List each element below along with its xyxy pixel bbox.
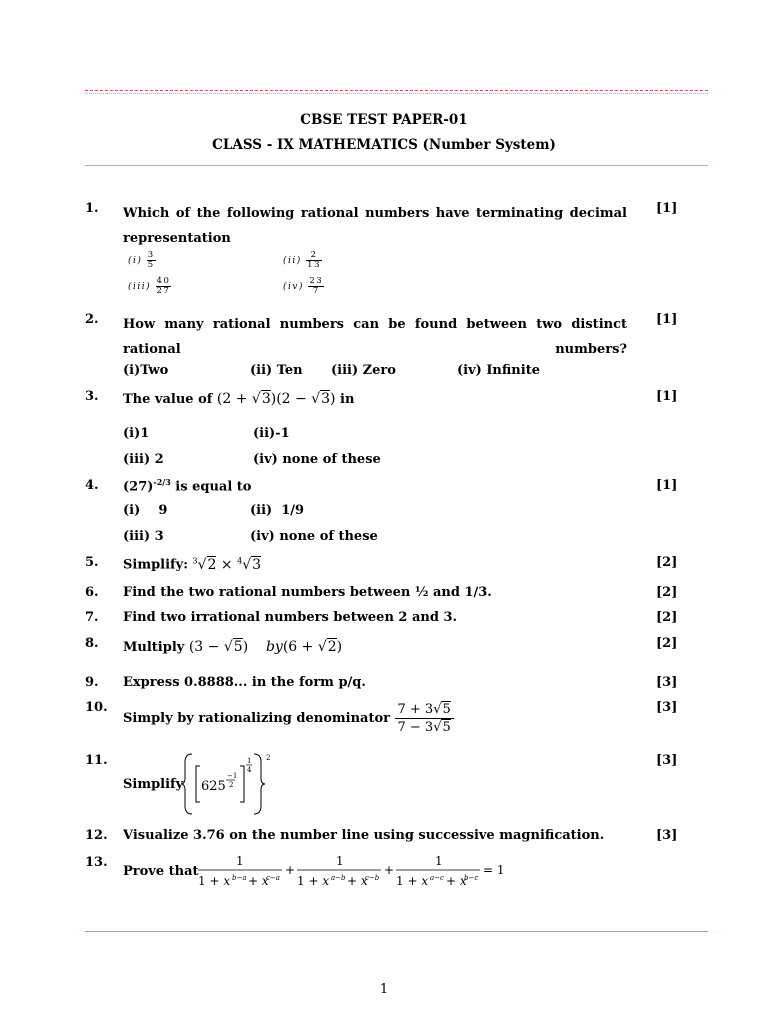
svg-text:625: 625 bbox=[201, 779, 226, 794]
question-number: 2. bbox=[85, 312, 99, 327]
svg-text:= 1: = 1 bbox=[483, 863, 505, 877]
svg-text:c−b: c−b bbox=[365, 874, 380, 882]
question-number: 6. bbox=[85, 585, 99, 600]
option: (iii) 2 bbox=[123, 452, 164, 467]
question-number: 7. bbox=[85, 610, 99, 625]
expression: (2 + √3)(2 − √3) bbox=[216, 391, 336, 407]
svg-text:a−c: a−c bbox=[430, 874, 444, 882]
question-marks: [3] bbox=[656, 675, 678, 690]
option: (iii) $\frac{40}{27}$ bbox=[128, 276, 171, 296]
question-marks: [2] bbox=[656, 585, 678, 600]
option: (i)Two bbox=[123, 363, 169, 378]
svg-text:−1: −1 bbox=[227, 772, 238, 780]
svg-text:4: 4 bbox=[247, 766, 252, 774]
svg-text:+ x: + x bbox=[446, 874, 467, 888]
question-number: 13. bbox=[85, 855, 108, 870]
top-divider-secondary bbox=[85, 93, 708, 94]
question-text: Which of the following rational numbers have terminating decimal representation bbox=[123, 206, 627, 246]
question-text: The value of (2 + √3)(2 − √3) in bbox=[123, 391, 355, 407]
question-marks: [2] bbox=[656, 610, 678, 625]
question-number: 12. bbox=[85, 828, 108, 843]
option: (iii) Zero bbox=[331, 363, 396, 378]
svg-text:1: 1 bbox=[236, 854, 244, 868]
svg-text:+: + bbox=[384, 863, 395, 877]
option: (i)1 bbox=[123, 426, 150, 441]
question-number: 11. bbox=[85, 753, 108, 768]
svg-text:2: 2 bbox=[229, 781, 234, 789]
question-marks: [1] bbox=[656, 312, 678, 327]
svg-text:1: 1 bbox=[336, 854, 344, 868]
question-text: Express 0.8888... in the form p/q. bbox=[123, 675, 366, 690]
question-number: 9. bbox=[85, 675, 99, 690]
question-text: Simplify bbox=[123, 777, 184, 792]
top-divider bbox=[85, 90, 708, 91]
svg-text:1 + x: 1 + x bbox=[396, 874, 429, 888]
question-marks: [2] bbox=[656, 555, 678, 570]
svg-text:b−a: b−a bbox=[232, 874, 247, 882]
question-number: 4. bbox=[85, 478, 99, 493]
expression: $^3$√2 × $^4$√3 bbox=[192, 556, 262, 573]
svg-text:1: 1 bbox=[435, 854, 443, 868]
expression bbox=[196, 852, 506, 896]
page-number: 1 bbox=[379, 982, 389, 997]
svg-text:+ x: + x bbox=[347, 874, 368, 888]
svg-text:1 + x: 1 + x bbox=[198, 874, 231, 888]
option: (iv) none of these bbox=[250, 529, 378, 544]
question-text: Find two irrational numbers between 2 and 3. bbox=[123, 610, 458, 625]
paper-subtitle: CLASS - IX MATHEMATICS (Number System) bbox=[212, 137, 556, 153]
option: (ii) $\frac{2}{13}$ bbox=[283, 250, 321, 270]
question-number: 5. bbox=[85, 555, 99, 570]
expression: (3 − √5) by(6 + √2) bbox=[188, 639, 343, 655]
svg-text:2: 2 bbox=[266, 754, 271, 762]
svg-text:a−b: a−b bbox=[331, 874, 346, 882]
svg-text:1 + x: 1 + x bbox=[297, 874, 330, 888]
question-marks: [1] bbox=[656, 201, 678, 216]
question-marks: [2] bbox=[656, 636, 678, 651]
option: (iv) Infinite bbox=[457, 363, 540, 378]
question-marks: [1] bbox=[656, 478, 678, 493]
question-text: How many rational numbers can be found between two distinct rational numbers? bbox=[123, 317, 627, 357]
expression: $\frac{7 + 3√5}{7 - 3√5}$ bbox=[395, 701, 454, 736]
question-text: Visualize 3.76 on the number line using successive magnification. bbox=[123, 828, 605, 843]
header-divider bbox=[85, 165, 708, 166]
expression bbox=[182, 752, 282, 820]
svg-text:c−a: c−a bbox=[266, 874, 280, 882]
option: (iv) $\frac{23}{7}$ bbox=[283, 276, 324, 296]
option: (ii) Ten bbox=[250, 363, 303, 378]
option: (i) 9 bbox=[123, 503, 168, 518]
svg-text:b−c: b−c bbox=[464, 874, 479, 882]
svg-text:+ x: + x bbox=[248, 874, 269, 888]
footer-divider bbox=[85, 931, 708, 932]
question-marks: [3] bbox=[656, 753, 678, 768]
question-text: Multiply (3 − √5) by(6 + √2) bbox=[123, 639, 343, 655]
option: (iii) 3 bbox=[123, 529, 164, 544]
question-text: Simplify: $^3$√2 × $^4$√3 bbox=[123, 556, 262, 573]
question-text: $(27)^{-2/3}$ is equal to bbox=[123, 477, 252, 495]
option: (i) $\frac{3}{5}$ bbox=[128, 250, 155, 270]
paper-title: CBSE TEST PAPER-01 bbox=[300, 112, 468, 128]
question-text: Simply by rationalizing denominator $\frac{7 + 3√5}{7 - 3√5}$ bbox=[123, 701, 454, 736]
question-text: Prove that bbox=[123, 864, 199, 879]
option: (ii)-1 bbox=[253, 426, 290, 441]
option: (iv) none of these bbox=[253, 452, 381, 467]
question-marks: [3] bbox=[656, 828, 678, 843]
question-marks: [1] bbox=[656, 389, 678, 404]
question-number: 3. bbox=[85, 389, 99, 404]
question-number: 1. bbox=[85, 201, 99, 216]
question-number: 10. bbox=[85, 700, 108, 715]
question-text: Find the two rational numbers between ½ and 1/3. bbox=[123, 585, 492, 600]
option: (ii) 1/9 bbox=[250, 503, 305, 518]
svg-text:+: + bbox=[285, 863, 296, 877]
question-marks: [3] bbox=[656, 700, 678, 715]
question-number: 8. bbox=[85, 636, 99, 651]
svg-text:1: 1 bbox=[247, 757, 252, 765]
